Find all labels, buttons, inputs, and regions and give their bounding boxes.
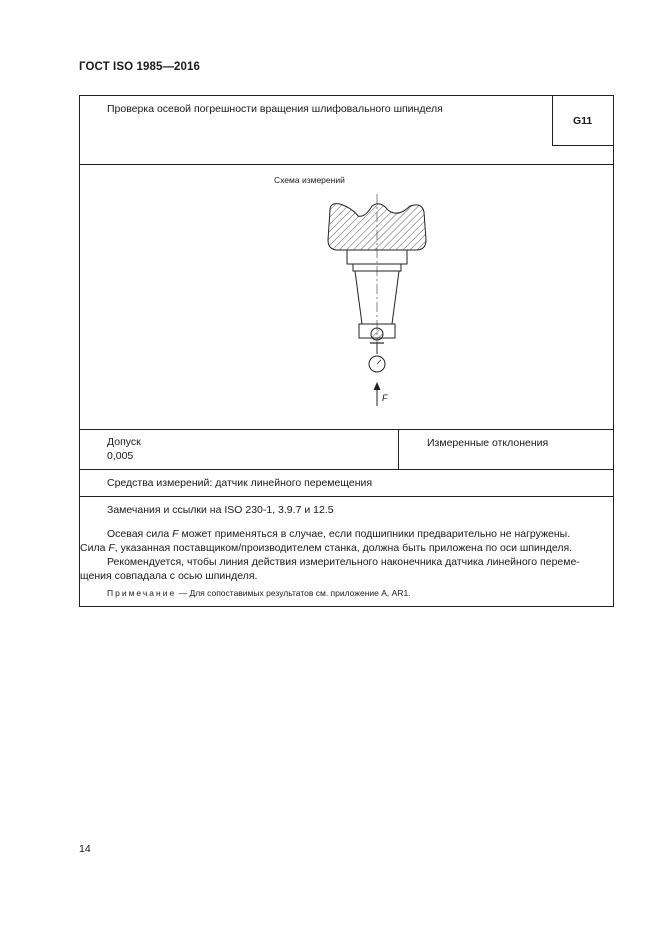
- diagram-caption: Схема измерений: [274, 175, 345, 185]
- page-number: 14: [79, 843, 91, 855]
- force-label: F: [382, 393, 388, 403]
- test-title: Проверка осевой погрешности вращения шлифовального шпинделя: [107, 103, 443, 115]
- divider: [398, 429, 399, 469]
- divider: [552, 96, 553, 145]
- test-sheet-frame: [79, 95, 614, 607]
- measurement-diagram: [310, 194, 430, 419]
- tolerance-label: Допуск: [107, 436, 141, 448]
- measured-deviations-label: Измеренные отклонения: [427, 437, 549, 449]
- divider: [80, 469, 613, 470]
- tolerance-value: 0,005: [107, 450, 134, 462]
- remarks-heading: Замечания и ссылки на ISO 230-1, 3.9.7 и 12.5: [107, 504, 334, 516]
- divider: [80, 429, 613, 430]
- remarks-note: Примечание — Для сопоставимых результатов см. приложение А, AR1.: [107, 588, 411, 598]
- divider: [80, 496, 613, 497]
- document-header: ГОСТ ISO 1985—2016: [79, 61, 201, 73]
- test-code: G11: [573, 115, 593, 127]
- remarks-paragraph-1: Осевая сила F может применяться в случае, если подшипники предварительно не нагружены. Сила F, указанная поставщиком/производителем станка, должна быть приложена по оси шпинделя.: [80, 528, 573, 554]
- measuring-instruments: Средства измерений: датчик линейного перемещения: [107, 477, 373, 489]
- divider: [80, 164, 613, 165]
- remarks-paragraph-2: Рекомендуется, чтобы линия действия измерительного наконечника датчика линейного переме- щения совпадала с осью шпинделя.: [80, 556, 580, 582]
- divider: [552, 145, 613, 146]
